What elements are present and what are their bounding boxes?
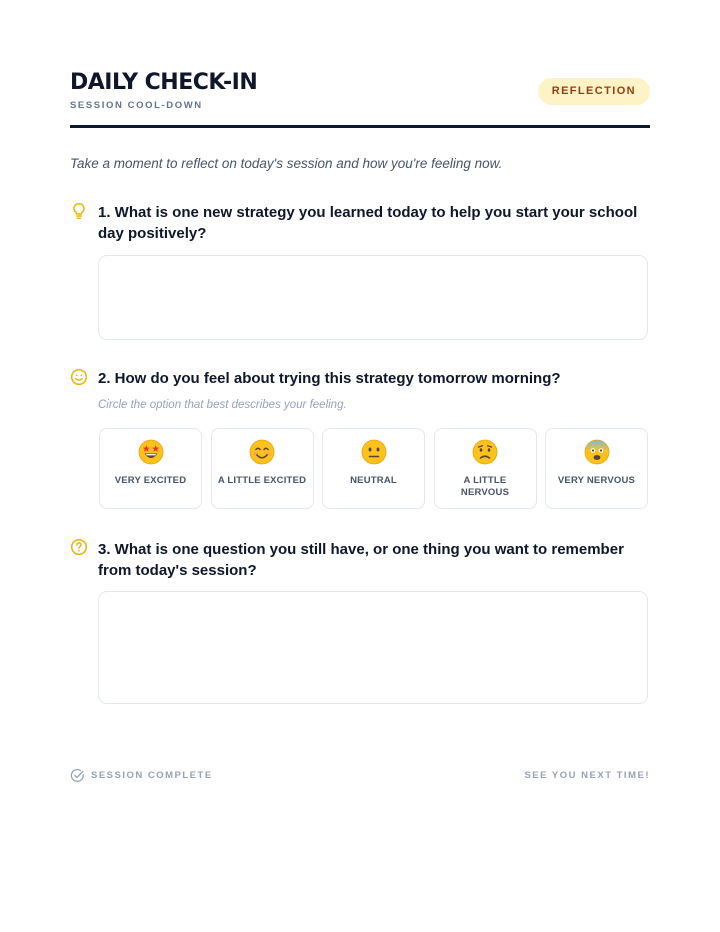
- intro-text: Take a moment to reflect on today's session and how you're feeling now.: [70, 156, 503, 171]
- option-very-excited[interactable]: [99, 428, 202, 509]
- option-label: A LITTLE EXCITED: [217, 475, 307, 486]
- header: [70, 68, 650, 128]
- option-label: A LITTLE NERVOUS: [460, 475, 510, 498]
- option-label: NEUTRAL: [350, 475, 397, 486]
- option-label: VERY EXCITED: [114, 475, 187, 486]
- question-3-answer-box[interactable]: [98, 591, 648, 704]
- reflection-badge: REFLECTION: [538, 78, 650, 105]
- question-3-text: 3. What is one question you still have, or one thing you want to remember from today's session?: [98, 541, 624, 579]
- option-very-nervous[interactable]: [545, 428, 648, 509]
- question-1-answer-box[interactable]: [98, 255, 648, 340]
- question-2-text: 2. How do you feel about trying this strategy tomorrow morning?: [98, 370, 561, 387]
- footer-left-text: SESSION COMPLETE: [91, 770, 213, 781]
- neutral-face-icon: [323, 439, 424, 465]
- worried-face-icon: [435, 439, 536, 465]
- lightbulb-icon: [70, 202, 88, 220]
- header-divider: [70, 125, 650, 128]
- feeling-options: [99, 428, 649, 510]
- option-a-little-nervous[interactable]: [434, 428, 537, 509]
- smiley-icon: [70, 368, 88, 386]
- option-neutral[interactable]: [322, 428, 425, 509]
- option-label: VERY NERVOUS: [557, 475, 636, 486]
- question-circle-icon: [70, 538, 88, 556]
- option-a-little-excited[interactable]: [211, 428, 314, 509]
- smiling-face-icon: [212, 439, 313, 465]
- page-title: DAILY CHECK-IN: [70, 70, 258, 95]
- page-subtitle: SESSION COOL-DOWN: [70, 100, 203, 111]
- question-2-hint: Circle the option that best describes your feeling.: [98, 399, 347, 411]
- footer-right-text: SEE YOU NEXT TIME!: [524, 770, 650, 781]
- anxious-face-icon: [546, 439, 647, 465]
- question-1-text: 1. What is one new strategy you learned today to help you start your school day positively?: [98, 204, 638, 242]
- star-struck-face-icon: [100, 439, 201, 465]
- check-circle-icon: [70, 768, 85, 783]
